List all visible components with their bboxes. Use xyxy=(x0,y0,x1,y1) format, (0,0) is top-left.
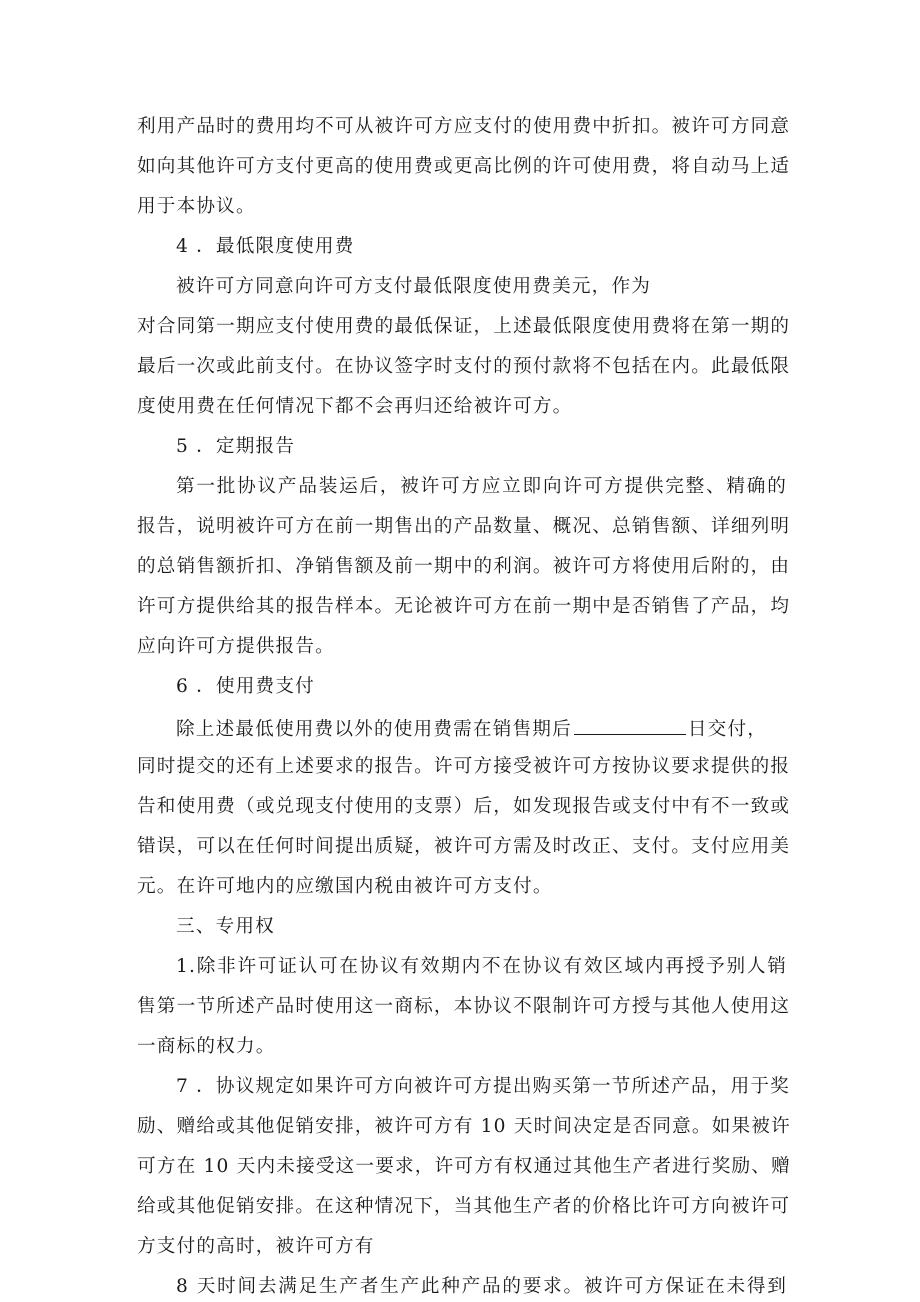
paragraph-line: 第一批协议产品装运后，被许可方应立即向许可方提供完整、精确的 xyxy=(176,476,787,497)
paragraph-line: 度使用费在任何情况下都不会再归还给被许可方。 xyxy=(137,396,573,417)
section-heading-6: 6 ．使用费支付 xyxy=(176,676,315,697)
paragraph-line: 对合同第一期应支付使用费的最低保证，上述最低限度使用费将在第一期的 xyxy=(137,316,791,337)
paragraph-line: 报告，说明被许可方在前一期售出的产品数量、概况、总销售额、详细列明 xyxy=(137,516,791,537)
section-heading-4: 4 ．最低限度使用费 xyxy=(176,236,355,257)
paragraph-line: 可方在 10 天内未接受这一要求，许可方有权通过其他生产者进行奖励、赠 xyxy=(137,1156,791,1177)
paragraph-line: 售第一节所述产品时使用这一商标，本协议不限制许可方授与其他人使用这 xyxy=(137,996,791,1017)
paragraph-line: 元。在许可地内的应缴国内税由被许可方支付。 xyxy=(137,876,553,897)
paragraph-line: 许可方提供给其的报告样本。无论被许可方在前一期中是否销售了产品，均 xyxy=(137,596,791,617)
paragraph-line: 同时提交的还有上述要求的报告。许可方接受被许可方按协议要求提供的报 xyxy=(137,756,791,777)
chapter-heading: 三、专用权 xyxy=(176,916,275,937)
payment-text-end: 日交付， xyxy=(687,719,768,740)
section-heading-8: 8 天时间去满足生产者生产此种产品的要求。被许可方保证在未得到 xyxy=(176,1276,787,1297)
paragraph-line: 如向其他许可方支付更高的使用费或更高比例的许可使用费，将自动马上适 xyxy=(137,156,791,177)
paragraph-line: 励、赠给或其他促销安排，被许可方有 10 天时间决定是否同意。如果被许 xyxy=(137,1116,791,1137)
paragraph-line: 一商标的权力。 xyxy=(137,1036,276,1057)
payment-line xyxy=(176,712,767,742)
paragraph-line: 错误，可以在任何时间提出质疑，被许可方需及时改正、支付。支付应用美 xyxy=(137,836,791,857)
paragraph-line: 的总销售额折扣、净销售额及前一期中的利润。被许可方将使用后附的，由 xyxy=(137,556,791,577)
paragraph-line: 利用产品时的费用均不可从被许可方应支付的使用费中折扣。被许可方同意 xyxy=(137,116,791,137)
paragraph-line: 给或其他促销安排。在这种情况下，当其他生产者的价格比许可方向被许可 xyxy=(137,1196,791,1217)
fill-in-blank[interactable] xyxy=(574,712,686,735)
payment-text: 除上述最低使用费以外的使用费需在销售期后 xyxy=(176,719,572,740)
paragraph-line: 最后一次或此前支付。在协议签字时支付的预付款将不包括在内。此最低限 xyxy=(137,356,791,377)
paragraph-line: 告和使用费（或兑现支付使用的支票）后，如发现报告或支付中有不一致或 xyxy=(137,796,791,817)
section-heading-5: 5 ．定期报告 xyxy=(176,436,296,457)
paragraph-line: 1.除非许可证认可在协议有效期内不在协议有效区域内再授予别人销 xyxy=(176,956,787,977)
paragraph-line: 被许可方同意向许可方支付最低限度使用费美元，作为 xyxy=(176,276,652,297)
paragraph-line: 用于本协议。 xyxy=(137,196,256,217)
paragraph-line: 方支付的高时，被许可方有 xyxy=(137,1236,375,1257)
paragraph-line: 应向许可方提供报告。 xyxy=(137,636,335,657)
section-heading-7: 7 ．协议规定如果许可方向被许可方提出购买第一节所述产品，用于奖 xyxy=(176,1076,790,1097)
